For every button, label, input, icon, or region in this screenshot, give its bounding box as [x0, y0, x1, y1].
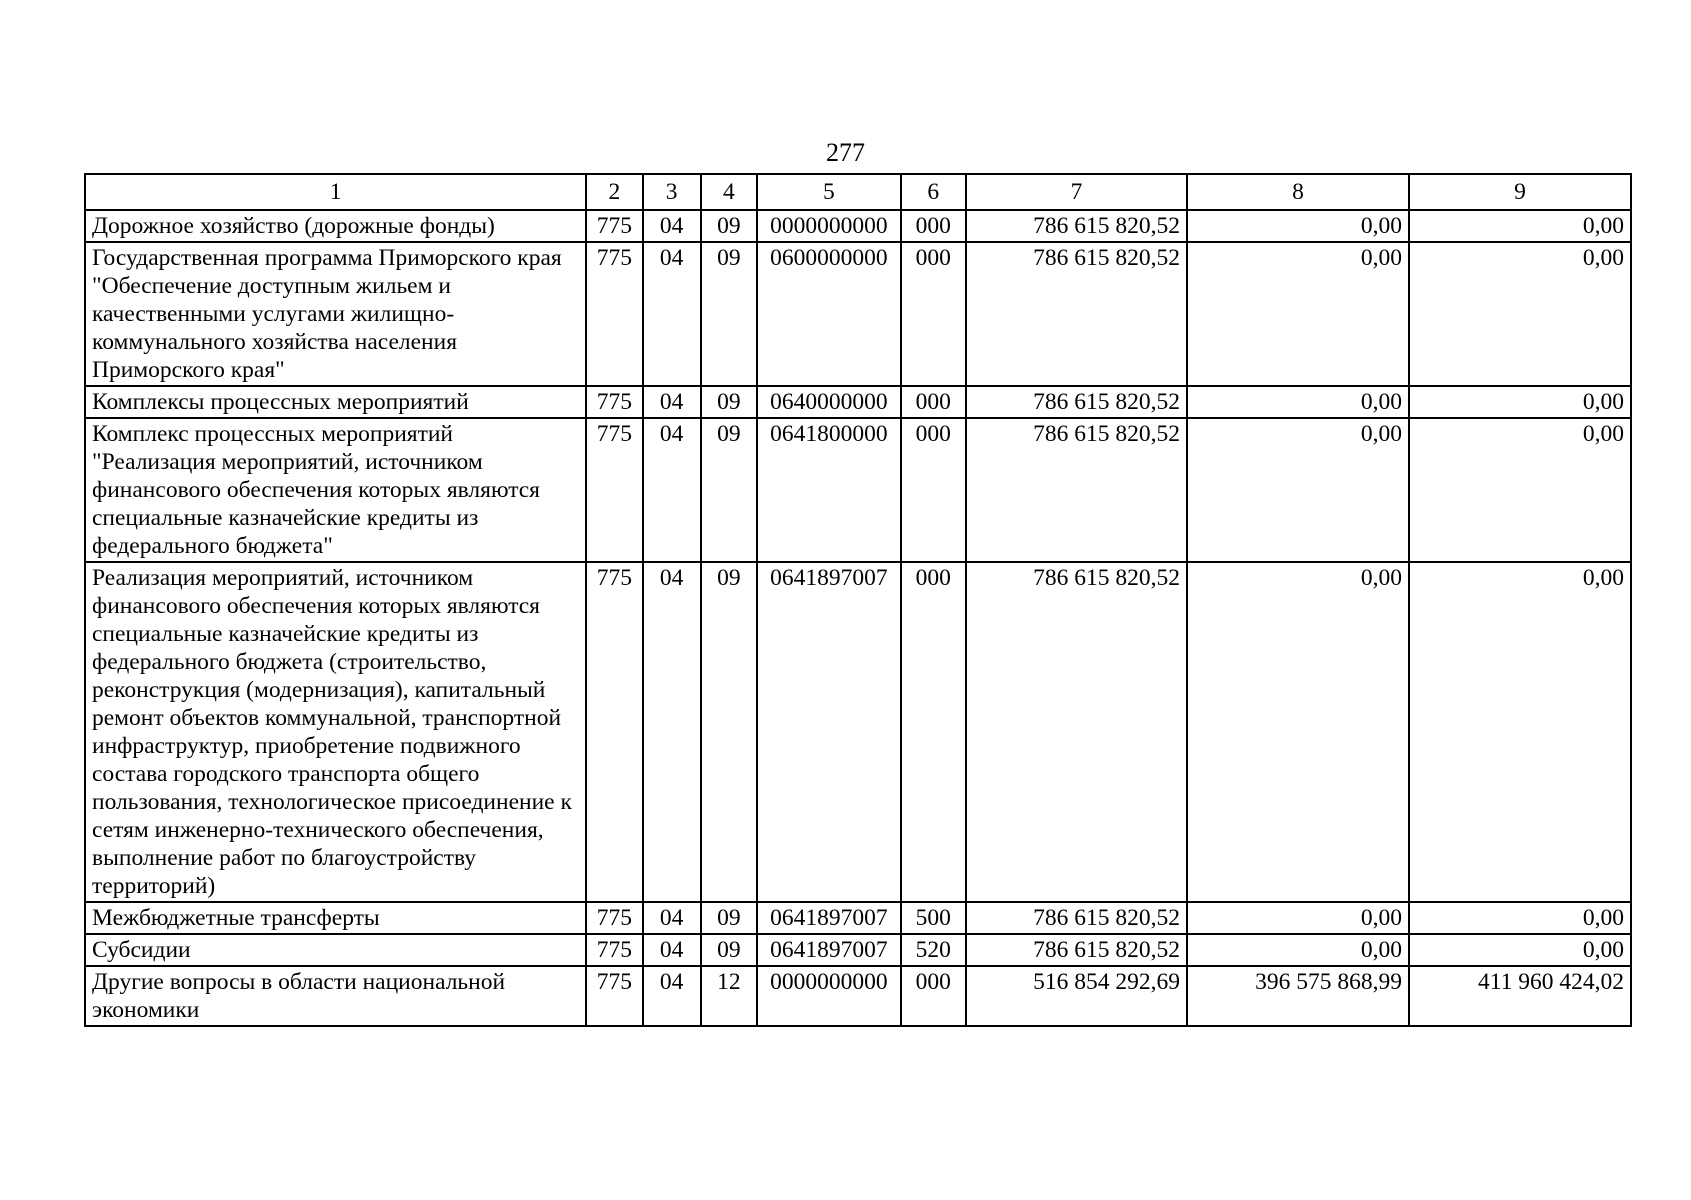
- row-name: Реализация мероприятий, источником финансового обеспечения которых являются специальные казначейские кредиты из федерального бюджета (строительство, реконструкция (модернизация), капитальный ремонт объектов коммунальной, транспортной инфраструктур, приобретение подвижного состава городского транспорта общего пользования, технологическое присоединение к сетям инженерно-технического обеспечения, выполнение работ по благоустройству территорий): [85, 562, 586, 902]
- column-header: 7: [966, 174, 1187, 210]
- code-cell: 0640000000: [757, 386, 901, 418]
- code-cell: 12: [701, 966, 757, 1026]
- column-header: 3: [643, 174, 701, 210]
- code-cell: 0000000000: [757, 966, 901, 1026]
- code-cell: 520: [901, 934, 966, 966]
- code-cell: 09: [701, 386, 757, 418]
- code-cell: 04: [643, 902, 701, 934]
- column-header: 5: [757, 174, 901, 210]
- code-cell: 775: [586, 418, 642, 562]
- code-cell: 04: [643, 562, 701, 902]
- code-cell: 000: [901, 242, 966, 386]
- code-cell: 09: [701, 242, 757, 386]
- code-cell: 04: [643, 242, 701, 386]
- budget-table: [84, 173, 1632, 1027]
- amount-cell: 0,00: [1187, 386, 1409, 418]
- amount-cell: 786 615 820,52: [966, 902, 1187, 934]
- code-cell: 04: [643, 966, 701, 1026]
- row-name: Межбюджетные трансферты: [85, 902, 586, 934]
- code-cell: 0641897007: [757, 562, 901, 902]
- code-cell: 0600000000: [757, 242, 901, 386]
- amount-cell: 411 960 424,02: [1409, 966, 1631, 1026]
- row-name: Комплексы процессных мероприятий: [85, 386, 586, 418]
- code-cell: 09: [701, 210, 757, 242]
- row-name: Комплекс процессных мероприятий "Реализация мероприятий, источником финансового обеспечения которых являются специальные казначейские кредиты из федерального бюджета": [85, 418, 586, 562]
- column-header: 6: [901, 174, 966, 210]
- code-cell: 0641800000: [757, 418, 901, 562]
- row-name: Дорожное хозяйство (дорожные фонды): [85, 210, 586, 242]
- code-cell: 775: [586, 242, 642, 386]
- row-name: Субсидии: [85, 934, 586, 966]
- amount-cell: 396 575 868,99: [1187, 966, 1409, 1026]
- code-cell: 04: [643, 418, 701, 562]
- row-name: Другие вопросы в области национальной экономики: [85, 966, 586, 1026]
- amount-cell: 0,00: [1409, 562, 1631, 902]
- row-name: Государственная программа Приморского края "Обеспечение доступным жильем и качественными услугами жилищно-коммунального хозяйства населения Приморского края": [85, 242, 586, 386]
- code-cell: 000: [901, 210, 966, 242]
- table-row: [85, 242, 1631, 386]
- amount-cell: 0,00: [1409, 242, 1631, 386]
- amount-cell: 786 615 820,52: [966, 386, 1187, 418]
- amount-cell: 0,00: [1187, 418, 1409, 562]
- code-cell: 775: [586, 966, 642, 1026]
- code-cell: 775: [586, 386, 642, 418]
- table-row: [85, 562, 1631, 902]
- amount-cell: 786 615 820,52: [966, 242, 1187, 386]
- code-cell: 09: [701, 902, 757, 934]
- header-row: [85, 174, 1631, 210]
- table-row: [85, 386, 1631, 418]
- column-header: 2: [586, 174, 642, 210]
- amount-cell: 786 615 820,52: [966, 210, 1187, 242]
- amount-cell: 0,00: [1187, 902, 1409, 934]
- amount-cell: 0,00: [1187, 934, 1409, 966]
- amount-cell: 0,00: [1409, 210, 1631, 242]
- code-cell: 0000000000: [757, 210, 901, 242]
- code-cell: 09: [701, 418, 757, 562]
- column-header: 8: [1187, 174, 1409, 210]
- code-cell: 04: [643, 210, 701, 242]
- amount-cell: 786 615 820,52: [966, 934, 1187, 966]
- amount-cell: 786 615 820,52: [966, 418, 1187, 562]
- column-header: 4: [701, 174, 757, 210]
- amount-cell: 0,00: [1409, 386, 1631, 418]
- code-cell: 04: [643, 934, 701, 966]
- code-cell: 775: [586, 210, 642, 242]
- table-row: [85, 902, 1631, 934]
- code-cell: 000: [901, 386, 966, 418]
- code-cell: 775: [586, 934, 642, 966]
- code-cell: 09: [701, 934, 757, 966]
- code-cell: 500: [901, 902, 966, 934]
- amount-cell: 0,00: [1187, 242, 1409, 386]
- amount-cell: 0,00: [1409, 902, 1631, 934]
- code-cell: 775: [586, 902, 642, 934]
- code-cell: 775: [586, 562, 642, 902]
- page-number: 277: [826, 138, 865, 167]
- table-row: [85, 966, 1631, 1026]
- amount-cell: 0,00: [1409, 934, 1631, 966]
- amount-cell: 0,00: [1409, 418, 1631, 562]
- code-cell: 09: [701, 562, 757, 902]
- column-header: 1: [85, 174, 586, 210]
- table-row: [85, 210, 1631, 242]
- amount-cell: 786 615 820,52: [966, 562, 1187, 902]
- table-row: [85, 418, 1631, 562]
- table-row: [85, 934, 1631, 966]
- code-cell: 0641897007: [757, 934, 901, 966]
- amount-cell: 0,00: [1187, 562, 1409, 902]
- code-cell: 000: [901, 562, 966, 902]
- code-cell: 000: [901, 966, 966, 1026]
- code-cell: 0641897007: [757, 902, 901, 934]
- column-header: 9: [1409, 174, 1631, 210]
- amount-cell: 0,00: [1187, 210, 1409, 242]
- code-cell: 000: [901, 418, 966, 562]
- amount-cell: 516 854 292,69: [966, 966, 1187, 1026]
- code-cell: 04: [643, 386, 701, 418]
